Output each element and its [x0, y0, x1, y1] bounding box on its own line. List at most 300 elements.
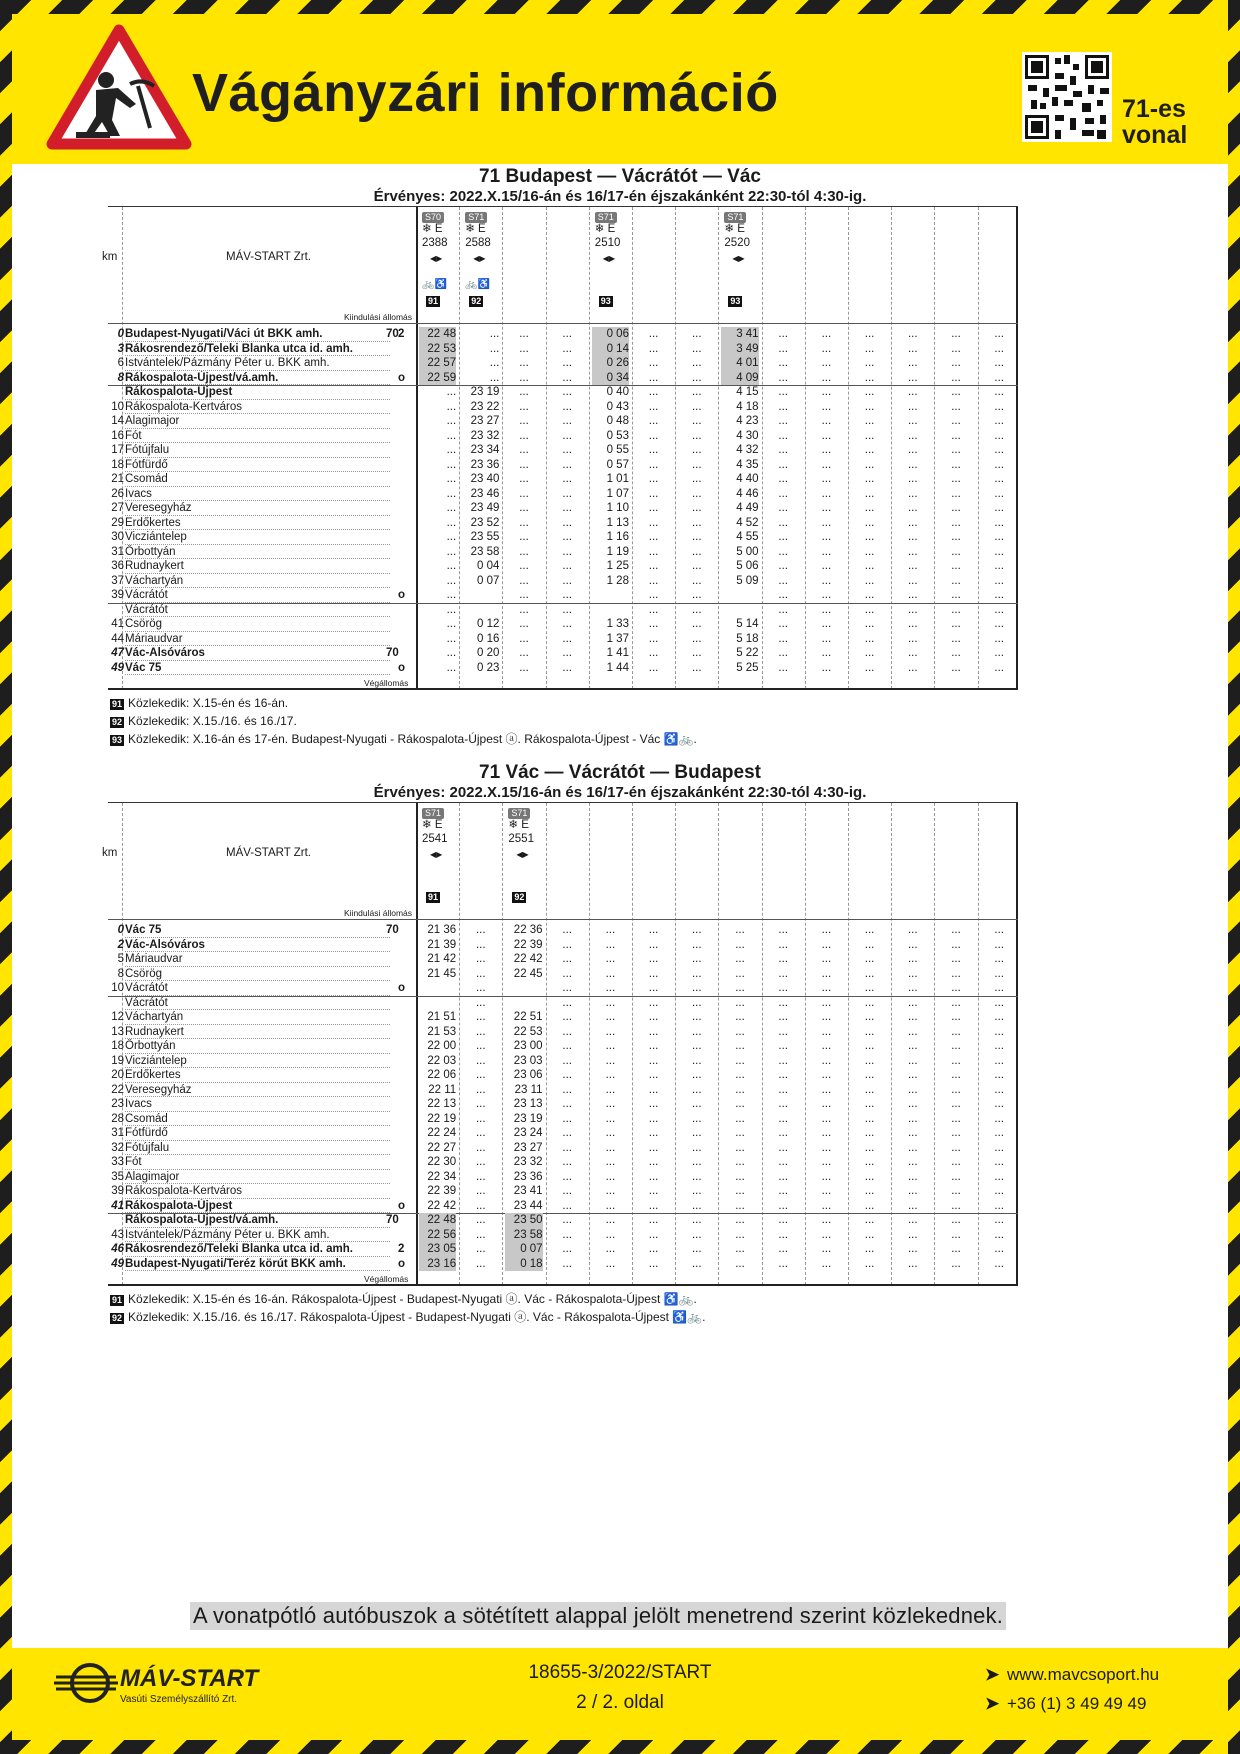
- snowflake-e-icon: ❄ E: [465, 223, 486, 235]
- time-cell: ...: [519, 400, 529, 413]
- snowflake-e-icon: ❄ E: [422, 223, 443, 235]
- empty-cell: ...: [778, 1040, 788, 1052]
- time-cell: ...: [519, 444, 529, 456]
- empty-cell: ...: [864, 1199, 875, 1212]
- empty-cell: ...: [994, 415, 1004, 427]
- empty-cell: ...: [864, 1214, 875, 1226]
- row-km: 29: [111, 516, 124, 529]
- empty-cell: ...: [735, 996, 745, 1009]
- station-name[interactable]: Fótfürdő: [125, 1126, 390, 1141]
- empty-cell: ...: [735, 1156, 745, 1168]
- time-cell: 0 48: [606, 415, 629, 427]
- time-cell: ...: [475, 1040, 486, 1052]
- time-cell: ...: [648, 415, 659, 427]
- empty-cell: ...: [951, 357, 961, 369]
- start-station-label: Kiindulási állomás: [344, 908, 413, 918]
- empty-cell: ...: [821, 429, 832, 442]
- station-name[interactable]: Vácrátót: [125, 588, 390, 603]
- empty-cell: ...: [778, 1243, 788, 1255]
- empty-cell: ...: [648, 953, 659, 965]
- note-line: [110, 712, 697, 730]
- connecting-line-ref: 70: [386, 1214, 399, 1226]
- station-name[interactable]: Erdőkertes: [125, 1068, 390, 1083]
- empty-cell: ...: [821, 444, 832, 456]
- station-name[interactable]: Vác 75: [125, 923, 390, 938]
- empty-cell: ...: [605, 1025, 616, 1038]
- station-name[interactable]: Vácrátót: [125, 603, 390, 618]
- empty-cell: ...: [994, 632, 1004, 645]
- note-text: Közlekedik: X.15-én és 16-án. Rákospalota-Újpest - Budapest-Nyugati ⓐ. Vác - Rákospalota-Újpest ♿🚲.: [128, 1292, 697, 1306]
- station-reference: o: [398, 589, 406, 601]
- empty-cell: ...: [994, 487, 1004, 500]
- empty-cell: ...: [562, 1141, 572, 1154]
- empty-cell: ...: [648, 924, 659, 936]
- row-km: 12: [111, 1011, 124, 1023]
- time-cell: ...: [691, 371, 702, 384]
- empty-cell: ...: [691, 1170, 702, 1183]
- column-divider: [416, 207, 418, 689]
- time-cell: ...: [648, 342, 659, 355]
- empty-cell: ...: [907, 444, 918, 456]
- time-cell: ...: [691, 661, 702, 674]
- empty-cell: ...: [864, 1069, 875, 1081]
- time-cell: 23 19: [513, 1112, 543, 1125]
- time-cell: 22 42: [427, 1199, 457, 1212]
- time-cell: 21 42: [427, 953, 457, 965]
- empty-cell: ...: [821, 386, 832, 398]
- empty-cell: ...: [605, 1098, 616, 1110]
- station-name[interactable]: Vác 75: [125, 661, 390, 676]
- time-cell: 4 09: [721, 371, 758, 386]
- time-cell: 0 16: [476, 632, 500, 645]
- empty-cell: ...: [951, 458, 961, 471]
- time-cell: 23 00: [513, 1040, 543, 1052]
- station-name[interactable]: Vácrátót: [125, 996, 390, 1011]
- station-name[interactable]: Vác-Alsóváros: [125, 646, 390, 661]
- row-km: 3: [117, 342, 124, 355]
- time-cell: 21 39: [427, 938, 457, 951]
- empty-cell: ...: [735, 1112, 745, 1125]
- empty-cell: ...: [821, 400, 832, 413]
- empty-cell: ...: [821, 589, 832, 601]
- empty-cell: ...: [648, 1228, 659, 1241]
- station-name[interactable]: Rákospalota-Újpest: [125, 1199, 390, 1214]
- note-number: 93: [600, 296, 611, 306]
- station-name[interactable]: Rudnaykert: [125, 1025, 390, 1040]
- empty-cell: ...: [821, 953, 832, 965]
- section-title: 71 Vác — Vácrátót — Budapest: [479, 762, 761, 783]
- empty-cell: ...: [907, 357, 918, 369]
- empty-cell: ...: [778, 531, 788, 543]
- empty-cell: ...: [951, 1054, 961, 1067]
- empty-cell: ...: [778, 429, 788, 442]
- empty-cell: ...: [778, 1156, 788, 1168]
- time-cell: ...: [562, 618, 572, 630]
- time-cell: ...: [691, 603, 702, 616]
- station-name[interactable]: Fótfürdő: [125, 458, 390, 473]
- time-cell: ...: [648, 545, 659, 558]
- train-category: S71: [508, 808, 530, 819]
- empty-cell: ...: [994, 342, 1004, 355]
- time-cell: 22 53: [419, 342, 456, 357]
- empty-cell: ...: [691, 1127, 702, 1139]
- empty-cell: ...: [907, 953, 918, 965]
- empty-cell: ...: [648, 982, 659, 994]
- train-category: S70: [422, 212, 444, 223]
- empty-cell: ...: [648, 1083, 659, 1096]
- station-name[interactable]: Rákospalota-Újpest/vá.amh.: [125, 1213, 390, 1228]
- empty-cell: ...: [864, 574, 875, 587]
- empty-cell: ...: [778, 386, 788, 398]
- empty-cell: ...: [605, 1214, 616, 1226]
- empty-cell: ...: [778, 1098, 788, 1110]
- station-name[interactable]: Rákospalota-Kertváros: [125, 400, 390, 415]
- time-cell: ...: [648, 560, 659, 572]
- section-validity: Érvényes: 2022.X.15/16-án és 16/17-én éjszakánként 22:30-tól 4:30-ig.: [373, 188, 867, 205]
- empty-cell: ...: [778, 661, 788, 674]
- empty-cell: ...: [864, 1054, 875, 1067]
- empty-cell: ...: [821, 1257, 832, 1270]
- hazard-stripe-left: [0, 0, 12, 1754]
- empty-cell: ...: [994, 924, 1004, 936]
- empty-cell: ...: [778, 560, 788, 572]
- time-cell: 1 19: [606, 545, 629, 558]
- empty-cell: ...: [778, 647, 788, 659]
- time-cell: 1 41: [606, 647, 629, 659]
- empty-cell: ...: [994, 967, 1004, 980]
- empty-cell: ...: [735, 1199, 745, 1212]
- station-name[interactable]: Istvántelek/Pázmány Péter u. BKK amh.: [125, 356, 390, 371]
- empty-cell: ...: [821, 924, 832, 936]
- empty-cell: ...: [735, 953, 745, 965]
- direction-icon: ◀▶: [473, 254, 486, 263]
- train-note-box: [512, 889, 526, 905]
- station-reference: 2: [398, 328, 405, 340]
- column-divider: [589, 207, 590, 689]
- empty-cell: ...: [778, 1011, 788, 1023]
- empty-cell: ...: [562, 1112, 572, 1125]
- time-cell: ...: [519, 516, 529, 529]
- time-cell: ...: [475, 1156, 486, 1168]
- empty-cell: ...: [821, 1025, 832, 1038]
- time-cell: 1 25: [606, 560, 629, 572]
- time-cell: ...: [519, 560, 529, 572]
- empty-cell: ...: [994, 1228, 1004, 1241]
- station-name[interactable]: Csomád: [125, 472, 390, 487]
- column-divider: [675, 207, 676, 689]
- empty-cell: ...: [951, 400, 961, 413]
- station-name[interactable]: Budapest-Nyugati/Váci út BKK amh.: [125, 327, 390, 342]
- header-rule: [108, 323, 1018, 324]
- station-name[interactable]: Budapest-Nyugati/Teréz körút BKK amh.: [125, 1257, 390, 1272]
- time-cell: 0 14: [592, 342, 629, 357]
- station-name[interactable]: Csörög: [125, 967, 390, 982]
- empty-cell: ...: [864, 661, 875, 674]
- empty-cell: ...: [605, 1054, 616, 1067]
- station-name[interactable]: Istvántelek/Pázmány Péter u. BKK amh.: [125, 1228, 390, 1243]
- time-cell: 1 33: [606, 618, 629, 630]
- empty-cell: ...: [648, 1069, 659, 1081]
- empty-cell: ...: [994, 400, 1004, 413]
- empty-cell: ...: [821, 1214, 832, 1226]
- empty-cell: ...: [735, 924, 745, 936]
- row-km: 21: [111, 473, 124, 485]
- station-name[interactable]: Vicziántelep: [125, 530, 390, 545]
- direction-icon: ◀▶: [516, 850, 529, 859]
- time-cell: ...: [489, 328, 500, 340]
- station-name[interactable]: Rudnaykert: [125, 559, 390, 574]
- empty-cell: ...: [605, 1199, 616, 1212]
- time-cell: 22 36: [513, 924, 543, 936]
- time-cell: ...: [562, 328, 572, 340]
- logo-text: MÁV-START: [120, 1665, 259, 1692]
- time-cell: 23 11: [514, 1083, 543, 1096]
- empty-cell: ...: [994, 996, 1004, 1009]
- station-name[interactable]: Máriaudvar: [125, 632, 390, 647]
- empty-cell: ...: [562, 1170, 572, 1183]
- empty-cell: ...: [735, 1257, 745, 1270]
- row-km: 41: [111, 618, 124, 630]
- station-name[interactable]: Vácrátót: [125, 981, 390, 996]
- station-name[interactable]: Fót: [125, 429, 390, 444]
- time-cell: 0 26: [592, 356, 629, 371]
- row-km: 13: [111, 1025, 124, 1038]
- empty-cell: ...: [778, 400, 788, 413]
- station-name[interactable]: Csomád: [125, 1112, 390, 1127]
- time-cell: ...: [446, 458, 457, 471]
- time-cell: 23 32: [470, 429, 500, 442]
- station-name[interactable]: Rákosrendező/Teleki Blanka utca id. amh.: [125, 1242, 390, 1257]
- column-divider: [762, 207, 763, 689]
- train-number: 2510: [594, 237, 621, 249]
- empty-cell: ...: [821, 996, 832, 1009]
- time-cell: 22 48: [419, 327, 456, 342]
- time-cell: ...: [648, 589, 659, 601]
- time-cell: 4 40: [736, 473, 759, 485]
- station-name[interactable]: Alagimajor: [125, 414, 390, 429]
- empty-cell: ...: [907, 661, 918, 674]
- time-cell: 5 22: [736, 647, 759, 659]
- time-cell: ...: [562, 473, 572, 485]
- time-cell: 1 28: [606, 574, 629, 587]
- station-name[interactable]: Veresegyház: [125, 1083, 390, 1098]
- time-cell: ...: [691, 429, 702, 442]
- time-cell: ...: [475, 1243, 486, 1255]
- note-number: 91: [112, 699, 123, 709]
- empty-cell: ...: [821, 1156, 832, 1168]
- station-name[interactable]: Fót: [125, 1155, 390, 1170]
- empty-cell: ...: [778, 603, 788, 616]
- section-title: 71 Budapest — Vácrátót — Vác: [479, 166, 761, 187]
- empty-cell: ...: [821, 357, 832, 369]
- station-name[interactable]: Fótújfalu: [125, 443, 390, 458]
- time-cell: 22 19: [427, 1112, 457, 1125]
- empty-cell: ...: [951, 444, 961, 456]
- empty-cell: ...: [778, 1214, 788, 1226]
- time-cell: [419, 996, 456, 1011]
- note-text: Közlekedik: X.16-án és 17-én. Budapest-Nyugati - Rákospalota-Újpest ⓐ. Rákospalota-Újpest - Vác ♿🚲.: [128, 732, 697, 746]
- station-name[interactable]: Veresegyház: [125, 501, 390, 516]
- empty-cell: ...: [951, 953, 961, 965]
- time-cell: 22 39: [513, 938, 543, 951]
- time-cell: [721, 603, 758, 618]
- time-cell: ...: [691, 545, 702, 558]
- time-cell: [419, 981, 456, 996]
- empty-cell: ...: [951, 618, 961, 630]
- time-cell: ...: [691, 502, 702, 514]
- roadwork-warning-icon: [46, 24, 192, 150]
- empty-cell: ...: [951, 342, 961, 355]
- empty-cell: ...: [994, 429, 1004, 442]
- time-cell: 22 11: [428, 1083, 457, 1096]
- station-name[interactable]: Rákospalota-Újpest: [125, 385, 390, 400]
- time-cell: 0 04: [476, 560, 500, 572]
- empty-cell: ...: [821, 502, 832, 514]
- time-cell: 23 32: [513, 1156, 543, 1168]
- time-cell: 5 25: [736, 661, 759, 674]
- train-category: S71: [422, 808, 444, 819]
- empty-cell: ...: [562, 1011, 572, 1023]
- time-cell: ...: [691, 574, 702, 587]
- empty-cell: ...: [907, 545, 918, 558]
- station-reference: o: [398, 982, 406, 994]
- time-cell: ...: [475, 1069, 486, 1081]
- time-cell: 21 45: [427, 967, 457, 980]
- hazard-stripe-right: [1228, 0, 1240, 1754]
- time-cell: 23 58: [470, 545, 500, 558]
- empty-cell: ...: [951, 386, 961, 398]
- time-cell: ...: [446, 531, 457, 543]
- time-cell: ...: [519, 618, 529, 630]
- time-cell: 23 03: [513, 1054, 543, 1067]
- empty-cell: ...: [778, 1083, 788, 1096]
- empty-cell: ...: [778, 1199, 788, 1212]
- row-km: [98, 603, 124, 618]
- time-cell: ...: [691, 647, 702, 659]
- row-km: 30: [111, 531, 124, 543]
- qr-code-icon[interactable]: [1022, 52, 1112, 142]
- station-name[interactable]: Rákospalota-Újpest/vá.amh.: [125, 371, 390, 386]
- empty-cell: ...: [951, 661, 961, 674]
- row-km: 49: [111, 661, 124, 674]
- empty-cell: ...: [648, 1156, 659, 1168]
- row-km: [98, 1213, 124, 1228]
- station-name[interactable]: Csörög: [125, 617, 390, 632]
- station-name[interactable]: Őrbottyán: [125, 545, 390, 560]
- station-name[interactable]: Őrbottyán: [125, 1039, 390, 1054]
- time-cell: 0 40: [606, 386, 629, 398]
- time-cell: ...: [446, 574, 457, 587]
- station-name[interactable]: Erdőkertes: [125, 516, 390, 531]
- empty-cell: ...: [735, 1054, 745, 1067]
- empty-cell: ...: [648, 1199, 659, 1212]
- empty-cell: ...: [994, 589, 1004, 601]
- empty-cell: ...: [735, 1040, 745, 1052]
- empty-cell: ...: [994, 1199, 1004, 1212]
- empty-cell: ...: [735, 982, 745, 994]
- station-name[interactable]: Váchartyán: [125, 574, 390, 589]
- time-cell: ...: [562, 589, 572, 601]
- time-cell: ...: [562, 415, 572, 427]
- empty-cell: ...: [562, 1199, 572, 1212]
- time-cell: ...: [562, 647, 572, 659]
- empty-cell: ...: [821, 1141, 832, 1154]
- empty-cell: ...: [907, 982, 918, 994]
- time-cell: 0 57: [606, 458, 629, 471]
- station-name[interactable]: Ivacs: [125, 1097, 390, 1112]
- empty-cell: ...: [994, 386, 1004, 398]
- station-name[interactable]: Vác-Alsóváros: [125, 938, 390, 953]
- empty-cell: ...: [821, 516, 832, 529]
- time-cell: ...: [475, 1025, 486, 1038]
- empty-cell: ...: [951, 632, 961, 645]
- time-cell: 21 36: [427, 924, 457, 936]
- column-divider: [934, 207, 935, 689]
- empty-cell: ...: [951, 371, 961, 384]
- time-cell: 3 49: [721, 342, 758, 357]
- line-label-number: 71-es: [1122, 95, 1186, 123]
- empty-cell: ...: [648, 1214, 659, 1226]
- time-cell: 4 55: [736, 531, 759, 543]
- time-cell: 4 46: [736, 487, 759, 500]
- row-km: 0: [117, 924, 124, 936]
- empty-cell: ...: [605, 982, 616, 994]
- station-name[interactable]: Máriaudvar: [125, 952, 390, 967]
- time-cell: 4 52: [736, 516, 759, 529]
- empty-cell: ...: [562, 1257, 572, 1270]
- empty-cell: ...: [951, 647, 961, 659]
- time-cell: ...: [519, 603, 529, 616]
- empty-cell: ...: [994, 1127, 1004, 1139]
- empty-cell: ...: [907, 1214, 918, 1226]
- empty-cell: ...: [994, 1025, 1004, 1038]
- time-cell: 1 01: [606, 473, 629, 485]
- station-name[interactable]: Rákospalota-Kertváros: [125, 1184, 390, 1199]
- empty-cell: ...: [951, 1069, 961, 1081]
- row-km: 43: [111, 1228, 124, 1241]
- time-cell: ...: [519, 415, 529, 427]
- time-cell: ...: [648, 603, 659, 616]
- note-number: 91: [112, 1295, 123, 1305]
- empty-cell: ...: [778, 632, 788, 645]
- empty-cell: ...: [951, 1025, 961, 1038]
- station-name[interactable]: Rákosrendező/Teleki Blanka utca id. amh.: [125, 342, 390, 357]
- empty-cell: ...: [864, 1127, 875, 1139]
- time-cell: ...: [648, 400, 659, 413]
- direction-icon: ◀▶: [732, 254, 745, 263]
- station-name[interactable]: Alagimajor: [125, 1170, 390, 1185]
- station-name[interactable]: Váchartyán: [125, 1010, 390, 1025]
- station-name[interactable]: Vicziántelep: [125, 1054, 390, 1069]
- empty-cell: ...: [691, 1112, 702, 1125]
- station-name[interactable]: Fótújfalu: [125, 1141, 390, 1156]
- empty-cell: ...: [907, 1127, 918, 1139]
- website-link[interactable]: www.mavcsoport.hu: [1007, 1665, 1160, 1684]
- empty-cell: ...: [648, 1011, 659, 1023]
- empty-cell: ...: [648, 967, 659, 980]
- empty-cell: ...: [778, 502, 788, 514]
- empty-cell: ...: [691, 1156, 702, 1168]
- phone-number[interactable]: +36 (1) 3 49 49 49: [1007, 1694, 1147, 1713]
- empty-cell: ...: [907, 1069, 918, 1081]
- train-number: 2551: [508, 833, 534, 845]
- train-category: S71: [465, 212, 487, 223]
- station-name[interactable]: Ivacs: [125, 487, 390, 502]
- section-notes: [110, 694, 697, 748]
- column-divider: [632, 207, 633, 689]
- time-cell: ...: [562, 545, 572, 558]
- empty-cell: ...: [562, 996, 572, 1009]
